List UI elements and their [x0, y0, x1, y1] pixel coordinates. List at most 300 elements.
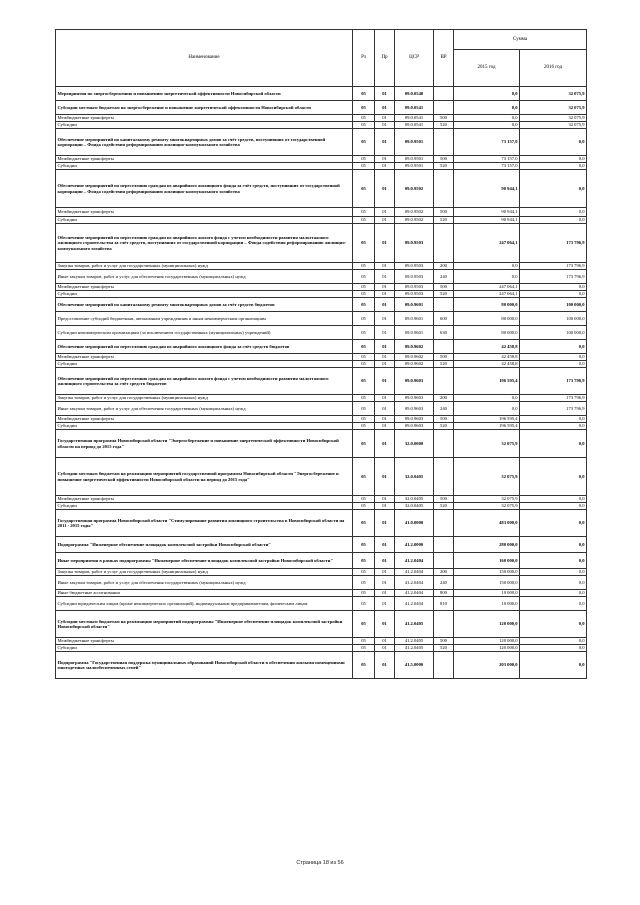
row-pr: 01: [375, 569, 395, 576]
row-sum-2016: 0,0: [520, 645, 587, 652]
table-row: [56, 597, 587, 611]
row-pr: 01: [375, 496, 395, 503]
table-row: [56, 510, 587, 537]
row-csr: 09.0.9601: [395, 312, 434, 326]
row-vr: 200: [434, 569, 454, 576]
row-pr: 01: [375, 170, 395, 208]
row-sum-2015: 0,0: [454, 115, 520, 122]
row-sum-2016: 0,0: [520, 129, 587, 156]
row-rz: 05: [353, 291, 375, 298]
row-sum-2016: 0,0: [520, 217, 587, 224]
row-sum-2016: 100 000,0: [520, 326, 587, 340]
table-row: [56, 569, 587, 576]
table-header: [56, 30, 587, 87]
row-vr: 240: [434, 402, 454, 416]
header-year-2016: 2016 год: [520, 50, 587, 87]
row-sum-2015: 247 064,1: [454, 224, 520, 263]
row-sum-2015: 10 000,0: [454, 597, 520, 611]
table-row: [56, 270, 587, 284]
row-pr: 01: [375, 553, 395, 569]
row-pr: 01: [375, 423, 395, 430]
row-rz: 05: [353, 590, 375, 597]
row-pr: 01: [375, 597, 395, 611]
row-vr: 240: [434, 270, 454, 284]
row-sum-2016: 0,0: [520, 156, 587, 163]
row-vr: [434, 510, 454, 537]
row-csr: 09.0.0540: [395, 87, 434, 101]
table-row: [56, 291, 587, 298]
budget-table: [55, 29, 587, 679]
row-sum-2015: 0,0: [454, 122, 520, 129]
row-name: Обеспечение мероприятий по переселению граждан из аварийного жилого фонда с учетом необходимости развития малоэтажного жилищного строительства за счёт средств, поступивших от государственной корпорации – Фонда содействия реформированию жилищно-коммунального хозяйства: [56, 224, 353, 263]
table-row: [56, 402, 587, 416]
row-rz: 05: [353, 652, 375, 679]
row-csr: 09.0.0541: [395, 101, 434, 115]
row-pr: 01: [375, 129, 395, 156]
row-sum-2015: 203 000,0: [454, 652, 520, 679]
table-row: [56, 312, 587, 326]
row-csr: 41.2.0404: [395, 569, 434, 576]
row-sum-2016: 100 000,0: [520, 298, 587, 312]
row-pr: 01: [375, 270, 395, 284]
row-pr: 01: [375, 611, 395, 638]
row-name: Закупка товаров, работ и услуг для государственных (муниципальных) нужд: [56, 569, 353, 576]
table-row: [56, 361, 587, 368]
row-name: Субсидии юридическим лицам (кроме некоммерческих организаций), индивидуальным предпринимателям, физическим лицам: [56, 597, 353, 611]
row-csr: 09.0.9502: [395, 217, 434, 224]
table-row: [56, 326, 587, 340]
row-sum-2016: 32 075,9: [520, 115, 587, 122]
row-sum-2016: 0,0: [520, 569, 587, 576]
row-csr: 32.0.0405: [395, 503, 434, 510]
row-sum-2015: 0,0: [454, 395, 520, 402]
row-sum-2016: 0,0: [520, 354, 587, 361]
row-name: Межбюджетные трансферты: [56, 284, 353, 291]
table-row: [56, 395, 587, 402]
page-footer: Страница 18 из 56: [296, 860, 344, 866]
row-sum-2016: 173 796,9: [520, 368, 587, 395]
row-name: Обеспечение мероприятий по переселению граждан из аварийного жилого фонда с учетом необходимости развития малоэтажного жилищного строительства за счёт средств бюджетов: [56, 368, 353, 395]
row-rz: 05: [353, 510, 375, 537]
row-vr: 500: [434, 638, 454, 645]
row-vr: 520: [434, 163, 454, 170]
row-sum-2015: 90 944,1: [454, 208, 520, 217]
row-pr: 01: [375, 208, 395, 217]
row-vr: 520: [434, 503, 454, 510]
row-csr: 09.0.9603: [395, 368, 434, 395]
table-row: [56, 156, 587, 163]
row-csr: 09.0.9602: [395, 361, 434, 368]
row-pr: 01: [375, 402, 395, 416]
row-sum-2015: 120 000,0: [454, 611, 520, 638]
row-rz: 05: [353, 224, 375, 263]
row-name: Субсидии: [56, 503, 353, 510]
row-csr: 09.0.9503: [395, 224, 434, 263]
header-rz: Рз: [353, 30, 375, 87]
row-sum-2016: 0,0: [520, 416, 587, 423]
row-name: Обеспечение мероприятий по переселению граждан из аварийного жилищного фонда за счёт средств, поступивших от государственной корпорации – Фонда содействия реформированию жилищно-коммунального хозяйства: [56, 170, 353, 208]
row-rz: 05: [353, 326, 375, 340]
row-csr: 09.0.0541: [395, 122, 434, 129]
row-vr: [434, 430, 454, 458]
row-name: Иные мероприятия в рамках подпрограммы "Инженерное обеспечение площадок комплексной застройки Новосибирской области": [56, 553, 353, 569]
row-vr: [434, 101, 454, 115]
row-csr: 41.2.0405: [395, 645, 434, 652]
row-sum-2016: 0,0: [520, 361, 587, 368]
table-row: [56, 340, 587, 354]
row-vr: 200: [434, 395, 454, 402]
row-sum-2016: 32 075,9: [520, 101, 587, 115]
row-rz: 05: [353, 576, 375, 590]
row-sum-2015: 150 000,0: [454, 576, 520, 590]
row-sum-2015: 32 075,9: [454, 430, 520, 458]
row-vr: 520: [434, 291, 454, 298]
row-name: Иные закупки товаров, работ и услуг для обеспечения государственных (муниципальных) нужд: [56, 270, 353, 284]
row-sum-2015: 0,0: [454, 402, 520, 416]
row-rz: 05: [353, 217, 375, 224]
row-vr: 500: [434, 156, 454, 163]
row-name: Государственная программа Новосибирской области "Стимулирование развития жилищного строительства в Новосибирской области на 2011 - 2015 годы": [56, 510, 353, 537]
row-vr: [434, 553, 454, 569]
header-name: Наименование: [56, 30, 353, 87]
table-row: [56, 217, 587, 224]
row-name: Мероприятия по энергосбережению и повышению энергетической эффективности Новосибирской области: [56, 87, 353, 101]
row-pr: 01: [375, 430, 395, 458]
row-sum-2016: 0,0: [520, 284, 587, 291]
row-sum-2015: 160 000,0: [454, 553, 520, 569]
row-rz: 05: [353, 430, 375, 458]
row-pr: 01: [375, 638, 395, 645]
row-name: Иные бюджетные ассигнования: [56, 590, 353, 597]
row-name: Обеспечение мероприятий по капитальному ремонту многоквартирных домов за счёт средств бюджетов: [56, 298, 353, 312]
row-rz: 05: [353, 368, 375, 395]
row-rz: 05: [353, 611, 375, 638]
row-vr: [434, 368, 454, 395]
row-vr: 520: [434, 217, 454, 224]
row-sum-2016: 0,0: [520, 430, 587, 458]
table-row: [56, 423, 587, 430]
row-sum-2016: 100 000,0: [520, 312, 587, 326]
row-csr: 32.0.0405: [395, 496, 434, 503]
row-vr: 500: [434, 208, 454, 217]
row-pr: 01: [375, 291, 395, 298]
row-rz: 05: [353, 312, 375, 326]
row-pr: 01: [375, 652, 395, 679]
row-sum-2015: 90 944,1: [454, 170, 520, 208]
table-row: [56, 115, 587, 122]
table-row: [56, 553, 587, 569]
row-vr: [434, 170, 454, 208]
row-vr: [434, 340, 454, 354]
row-pr: 01: [375, 368, 395, 395]
row-vr: 500: [434, 496, 454, 503]
row-sum-2015: 80 000,0: [454, 298, 520, 312]
row-sum-2016: 0,0: [520, 170, 587, 208]
row-pr: 01: [375, 340, 395, 354]
row-name: Межбюджетные трансферты: [56, 208, 353, 217]
row-pr: 01: [375, 312, 395, 326]
row-csr: 09.0.9603: [395, 416, 434, 423]
row-sum-2016: 0,0: [520, 652, 587, 679]
header-sum: Сумма: [454, 30, 587, 50]
row-vr: [434, 611, 454, 638]
row-vr: 240: [434, 576, 454, 590]
row-pr: 01: [375, 361, 395, 368]
row-sum-2016: 0,0: [520, 611, 587, 638]
row-pr: 01: [375, 510, 395, 537]
row-name: Субсидии: [56, 163, 353, 170]
row-sum-2016: 173 796,9: [520, 224, 587, 263]
row-rz: 05: [353, 115, 375, 122]
row-name: Межбюджетные трансферты: [56, 354, 353, 361]
row-vr: 520: [434, 645, 454, 652]
table-row: [56, 496, 587, 503]
row-rz: 05: [353, 298, 375, 312]
row-vr: 520: [434, 361, 454, 368]
row-rz: 05: [353, 284, 375, 291]
row-csr: 09.0.9503: [395, 263, 434, 270]
row-csr: 41.2.0404: [395, 553, 434, 569]
row-name: Обеспечение мероприятий по переселению граждан из аварийного жилищного фонда за счёт средств бюджетов: [56, 340, 353, 354]
table-row: [56, 163, 587, 170]
table-row: [56, 224, 587, 263]
row-rz: 05: [353, 402, 375, 416]
row-name: Межбюджетные трансферты: [56, 115, 353, 122]
header-vr: ВР: [434, 30, 454, 87]
row-name: Иные закупки товаров, работ и услуг для обеспечения государственных (муниципальных) нужд: [56, 402, 353, 416]
table-row: [56, 430, 587, 458]
row-sum-2015: 73 157,0: [454, 129, 520, 156]
row-csr: 41.0.0000: [395, 510, 434, 537]
row-sum-2015: 196 595,4: [454, 368, 520, 395]
row-sum-2015: 10 000,0: [454, 590, 520, 597]
row-pr: 01: [375, 115, 395, 122]
row-name: Субсидии: [56, 423, 353, 430]
row-pr: 01: [375, 284, 395, 291]
row-name: Межбюджетные трансферты: [56, 416, 353, 423]
row-csr: 41.5.0000: [395, 652, 434, 679]
row-name: Субсидии: [56, 122, 353, 129]
row-name: Подпрограмма "Государственная поддержка муниципальных образований Новосибирской области в обеспечении жилыми помещениями многодетных малообеспеченных семей": [56, 652, 353, 679]
header-csr: ЦСР: [395, 30, 434, 87]
table-row: [56, 576, 587, 590]
table-row: [56, 645, 587, 652]
row-pr: 01: [375, 217, 395, 224]
row-sum-2015: 196 595,4: [454, 416, 520, 423]
row-rz: 05: [353, 503, 375, 510]
row-pr: 01: [375, 458, 395, 496]
row-csr: 09.0.9501: [395, 163, 434, 170]
row-rz: 05: [353, 423, 375, 430]
table-row: [56, 537, 587, 553]
row-sum-2015: 42 458,8: [454, 354, 520, 361]
row-vr: [434, 537, 454, 553]
row-sum-2016: 32 075,9: [520, 122, 587, 129]
table-row: [56, 87, 587, 101]
row-rz: 05: [353, 638, 375, 645]
table-row: [56, 590, 587, 597]
row-pr: 01: [375, 163, 395, 170]
row-vr: [434, 652, 454, 679]
row-rz: 05: [353, 340, 375, 354]
budget-sheet: [55, 29, 586, 679]
table-row: [56, 284, 587, 291]
row-csr: 09.0.9502: [395, 208, 434, 217]
row-sum-2015: 280 000,0: [454, 537, 520, 553]
table-row: [56, 122, 587, 129]
row-pr: 01: [375, 87, 395, 101]
row-pr: 01: [375, 263, 395, 270]
row-name: Обеспечение мероприятий по капитальному ремонту многоквартирных домов за счёт средств, поступивших от государственной корпорации – Фонда содействия реформированию жилищно-коммунального хозяйства: [56, 129, 353, 156]
row-rz: 05: [353, 208, 375, 217]
row-sum-2015: 196 595,4: [454, 423, 520, 430]
row-sum-2016: 0,0: [520, 576, 587, 590]
row-rz: 05: [353, 645, 375, 652]
row-sum-2015: 32 075,9: [454, 458, 520, 496]
row-csr: 09.0.0541: [395, 115, 434, 122]
table-row: [56, 368, 587, 395]
row-rz: 05: [353, 170, 375, 208]
row-name: Субсидии: [56, 645, 353, 652]
row-vr: [434, 224, 454, 263]
row-sum-2015: 73 157,0: [454, 163, 520, 170]
table-row: [56, 458, 587, 496]
row-name: Закупка товаров, работ и услуг для государственных (муниципальных) нужд: [56, 395, 353, 402]
row-vr: [434, 129, 454, 156]
row-sum-2016: 0,0: [520, 590, 587, 597]
row-name: Субсидии: [56, 217, 353, 224]
row-sum-2015: 32 075,9: [454, 503, 520, 510]
row-rz: 05: [353, 163, 375, 170]
row-sum-2015: 0,0: [454, 101, 520, 115]
row-vr: 200: [434, 263, 454, 270]
row-sum-2016: 173 796,9: [520, 270, 587, 284]
row-vr: 810: [434, 597, 454, 611]
table-row: [56, 638, 587, 645]
row-csr: 41.2.0404: [395, 576, 434, 590]
row-pr: 01: [375, 503, 395, 510]
row-sum-2015: 0,0: [454, 270, 520, 284]
row-csr: 09.0.9501: [395, 129, 434, 156]
row-sum-2015: 73 157,0: [454, 156, 520, 163]
row-sum-2015: 42 458,8: [454, 361, 520, 368]
row-pr: 01: [375, 645, 395, 652]
row-csr: 09.0.9501: [395, 156, 434, 163]
row-csr: 09.0.9603: [395, 402, 434, 416]
row-pr: 01: [375, 224, 395, 263]
row-pr: 01: [375, 101, 395, 115]
row-rz: 05: [353, 87, 375, 101]
row-vr: [434, 87, 454, 101]
row-rz: 05: [353, 122, 375, 129]
row-sum-2016: 0,0: [520, 208, 587, 217]
row-rz: 05: [353, 395, 375, 402]
row-pr: 01: [375, 395, 395, 402]
row-pr: 01: [375, 156, 395, 163]
row-rz: 05: [353, 416, 375, 423]
row-sum-2016: 0,0: [520, 340, 587, 354]
row-sum-2016: 0,0: [520, 503, 587, 510]
row-sum-2016: 0,0: [520, 510, 587, 537]
row-sum-2015: 0,0: [454, 263, 520, 270]
row-csr: 41.2.0404: [395, 590, 434, 597]
row-csr: 09.0.9601: [395, 326, 434, 340]
row-sum-2016: 0,0: [520, 458, 587, 496]
row-pr: 01: [375, 354, 395, 361]
row-pr: 01: [375, 122, 395, 129]
row-name: Предоставление субсидий бюджетным, автономным учреждениям и иным некоммерческим организациям: [56, 312, 353, 326]
row-name: Подпрограмма "Инженерное обеспечение площадок комплексной застройки Новосибирской области": [56, 537, 353, 553]
row-vr: 500: [434, 115, 454, 122]
row-csr: 41.2.0405: [395, 638, 434, 645]
row-vr: 600: [434, 312, 454, 326]
row-rz: 05: [353, 496, 375, 503]
table-body: [56, 87, 587, 679]
row-csr: 41.2.0405: [395, 611, 434, 638]
row-rz: 05: [353, 361, 375, 368]
row-name: Межбюджетные трансферты: [56, 156, 353, 163]
row-rz: 05: [353, 569, 375, 576]
row-vr: [434, 298, 454, 312]
row-sum-2016: 173 796,9: [520, 263, 587, 270]
row-name: Государственная программа Новосибирской области "Энергосбережение и повышение энергетической эффективности Новосибирской области на период до 2015 года": [56, 430, 353, 458]
row-csr: 09.0.9601: [395, 298, 434, 312]
row-csr: 09.0.9603: [395, 395, 434, 402]
row-rz: 05: [353, 537, 375, 553]
row-sum-2016: 0,0: [520, 423, 587, 430]
table-row: [56, 652, 587, 679]
row-vr: 500: [434, 354, 454, 361]
row-sum-2015: 32 075,9: [454, 496, 520, 503]
row-csr: 09.0.9602: [395, 340, 434, 354]
row-rz: 05: [353, 597, 375, 611]
row-rz: 05: [353, 101, 375, 115]
row-sum-2016: 173 796,9: [520, 402, 587, 416]
row-sum-2015: 120 000,0: [454, 638, 520, 645]
table-row: [56, 170, 587, 208]
row-name: Закупка товаров, работ и услуг для государственных (муниципальных) нужд: [56, 263, 353, 270]
row-csr: 32.0.0000: [395, 430, 434, 458]
row-sum-2016: 0,0: [520, 638, 587, 645]
row-rz: 05: [353, 129, 375, 156]
row-vr: 630: [434, 326, 454, 340]
row-sum-2015: 80 000,0: [454, 326, 520, 340]
row-sum-2016: 0,0: [520, 537, 587, 553]
row-csr: 09.0.9603: [395, 423, 434, 430]
row-rz: 05: [353, 553, 375, 569]
row-rz: 05: [353, 263, 375, 270]
row-name: Иные закупки товаров, работ и услуг для обеспечения государственных (муниципальных) нужд: [56, 576, 353, 590]
row-rz: 05: [353, 156, 375, 163]
row-pr: 01: [375, 576, 395, 590]
row-sum-2015: 120 000,0: [454, 645, 520, 652]
row-pr: 01: [375, 416, 395, 423]
row-pr: 01: [375, 590, 395, 597]
table-row: [56, 101, 587, 115]
table-row: [56, 298, 587, 312]
row-csr: 32.0.0405: [395, 458, 434, 496]
row-vr: 520: [434, 122, 454, 129]
row-csr: 09.0.9502: [395, 170, 434, 208]
row-name: Субсидии: [56, 361, 353, 368]
row-sum-2015: 483 000,0: [454, 510, 520, 537]
row-vr: 500: [434, 416, 454, 423]
row-csr: 09.0.9503: [395, 270, 434, 284]
table-row: [56, 416, 587, 423]
row-pr: 01: [375, 326, 395, 340]
row-rz: 05: [353, 270, 375, 284]
header-year-2015: 2015 год: [454, 50, 520, 87]
